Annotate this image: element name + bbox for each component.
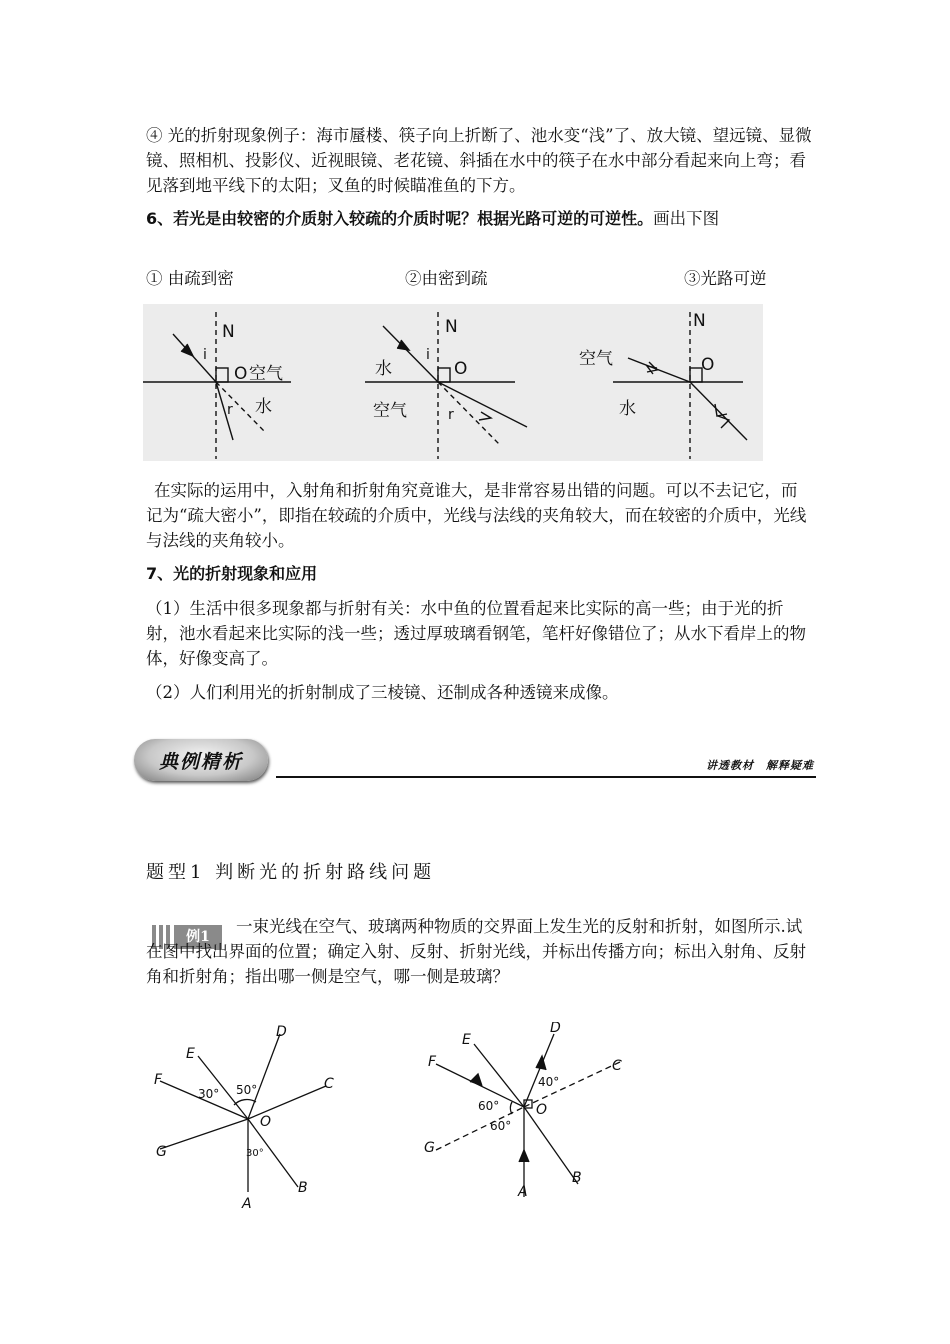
example-1-text: 一束光线在空气、玻璃两种物质的交界面上发生光的反射和折射，如图所示.试在图中找出界面的位置；确定入射、反射、折射光线，并标出传播方向；标出入射角、反射角和折射角；指出哪一侧是空气，哪一侧是玻璃？ bbox=[146, 917, 806, 986]
application-item-1: （1）生活中很多现象都与折射有关：水中鱼的位置看起来比实际的高一些；由于光的折射，池水看起来比实际的浅一些；透过厚玻璃看钢笔，笔杆好像错位了；从水下看岸上的物体，好像变高了。 bbox=[146, 599, 806, 668]
question-6 bbox=[146, 206, 812, 231]
label-reversible-path: ③光路可逆 bbox=[684, 269, 767, 288]
section-7-heading: 7、光的折射现象和应用 bbox=[146, 564, 318, 583]
figA-angle-1: 30° bbox=[198, 1087, 220, 1101]
fig1-O: O bbox=[234, 364, 248, 384]
fig1-N: N bbox=[222, 322, 235, 342]
figB-angle-3: 60° bbox=[490, 1119, 512, 1133]
figure-labels-row bbox=[146, 265, 812, 289]
fig2-i: i bbox=[426, 347, 430, 363]
example-badge-label: 例1 bbox=[174, 925, 222, 949]
fig1-r: r bbox=[227, 402, 233, 418]
label-dense-to-sparse: ②由密到疏 bbox=[405, 269, 488, 288]
question-6-rest: 画出下图 bbox=[653, 209, 720, 228]
figA-label-D: D bbox=[276, 1024, 287, 1040]
fig3-air: 空气 bbox=[579, 349, 613, 369]
fig1-i: i bbox=[203, 347, 207, 363]
fig2-air: 空气 bbox=[373, 401, 407, 421]
figB-label-G: G bbox=[424, 1140, 435, 1156]
rule-of-thumb-paragraph: 在实际的运用中，入射角和折射角究竟谁大，是非常容易出错的问题。可以不去记它，而记为“疏大密小”，即指在较疏的介质中，光线与法线的夹角较大，而在较密的介质中，光线与法线的夹角较小。 bbox=[146, 481, 807, 550]
figA-angle-3: 30° bbox=[246, 1148, 264, 1159]
section-banner-rule bbox=[276, 776, 816, 778]
section-banner-title: 典例精析 bbox=[158, 751, 243, 773]
figA-angle-2: 50° bbox=[236, 1083, 258, 1097]
application-item-2: （2）人们利用光的折射制成了三棱镜、还制成各种透镜来成像。 bbox=[146, 683, 619, 702]
refraction-figures-svg bbox=[143, 304, 763, 461]
figB-label-B: B bbox=[572, 1170, 582, 1186]
question-type-heading: 题型1 判断光的折射路线问题 bbox=[146, 862, 436, 883]
figB-label-F: F bbox=[428, 1054, 437, 1070]
figB-label-A: A bbox=[518, 1184, 528, 1200]
figA-label-O: O bbox=[260, 1114, 272, 1130]
figB-label-C: C bbox=[612, 1058, 622, 1074]
fig2-water: 水 bbox=[375, 359, 392, 379]
section-banner-tagline: 讲透教材 解释疑难 bbox=[706, 759, 814, 772]
fig2-N: N bbox=[445, 317, 458, 337]
fig3-N: N bbox=[693, 311, 706, 331]
label-sparse-to-dense: ① 由疏到密 bbox=[146, 269, 234, 288]
figA-label-A: A bbox=[242, 1196, 252, 1212]
figB-angle-1: 40° bbox=[538, 1075, 560, 1089]
figB-label-E: E bbox=[462, 1032, 471, 1048]
figA-label-C: C bbox=[324, 1076, 334, 1092]
fig2-O: O bbox=[454, 359, 468, 379]
fig3-O: O bbox=[701, 355, 715, 375]
fig2-r: r bbox=[448, 407, 454, 423]
figB-angle-2: 60° bbox=[478, 1099, 500, 1113]
question-6-bold: 6、若光是由较密的介质射入较疏的介质时呢？根据光路可逆的可逆性。 bbox=[146, 209, 654, 228]
figB-label-D: D bbox=[550, 1022, 561, 1036]
refraction-examples-paragraph: ④ 光的折射现象例子：海市蜃楼、筷子向上折断了、池水变“浅”了、放大镜、望远镜、显微镜、照相机、投影仪、近视眼镜、老花镜、斜插在水中的筷子在水中部分看起来向上弯；看见落到地平线下的太阳；叉鱼的时候瞄准鱼的下方。 bbox=[146, 126, 812, 195]
example-figures bbox=[140, 1022, 680, 1212]
refraction-figures bbox=[143, 304, 763, 461]
figA-label-B: B bbox=[298, 1180, 308, 1196]
fig1-air: 空气 bbox=[249, 364, 283, 384]
fig1-water: 水 bbox=[255, 397, 272, 417]
fig3-water: 水 bbox=[619, 399, 636, 419]
section-banner-badge bbox=[134, 739, 268, 781]
figA-label-F: F bbox=[154, 1072, 163, 1088]
figA-label-E: E bbox=[186, 1046, 195, 1062]
figA-label-G: G bbox=[156, 1144, 167, 1160]
figB-label-O: O bbox=[536, 1102, 548, 1118]
